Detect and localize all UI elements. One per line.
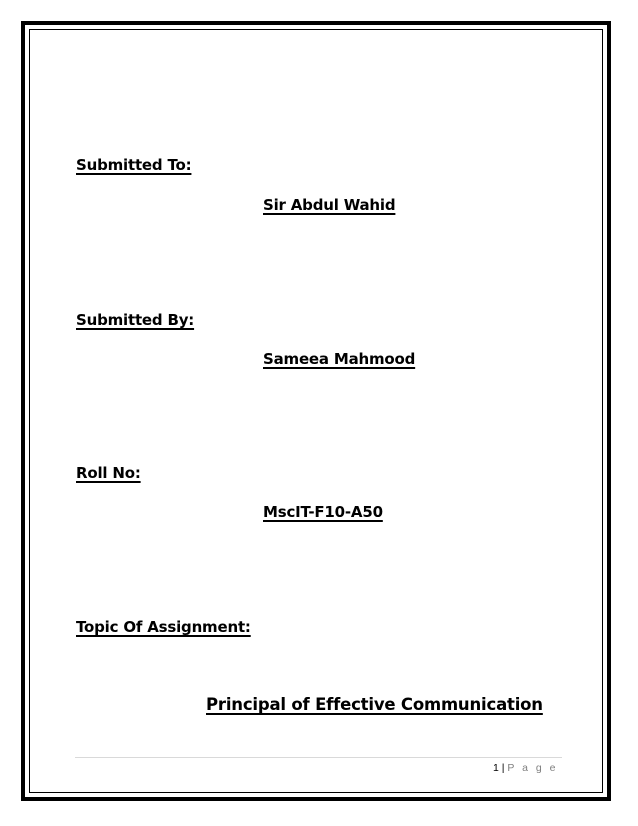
topic-label: Topic Of Assignment:	[76, 618, 251, 636]
topic-value: Principal of Effective Communication	[206, 695, 543, 714]
page-word: P a g e	[507, 762, 558, 774]
roll-no-label: Roll No:	[76, 464, 141, 482]
page-number: 1	[492, 762, 499, 774]
submitted-to-value: Sir Abdul Wahid	[263, 196, 396, 214]
page-border-inner	[29, 29, 603, 793]
submitted-by-label: Submitted By:	[76, 311, 195, 329]
submitted-to-label: Submitted To:	[76, 156, 192, 174]
submitted-by-value: Sameea Mahmood	[263, 350, 416, 368]
footer-divider	[75, 757, 562, 758]
page-footer	[493, 762, 558, 774]
roll-no-value: MscIT-F10-A50	[263, 503, 383, 521]
page-separator: |	[501, 762, 505, 774]
